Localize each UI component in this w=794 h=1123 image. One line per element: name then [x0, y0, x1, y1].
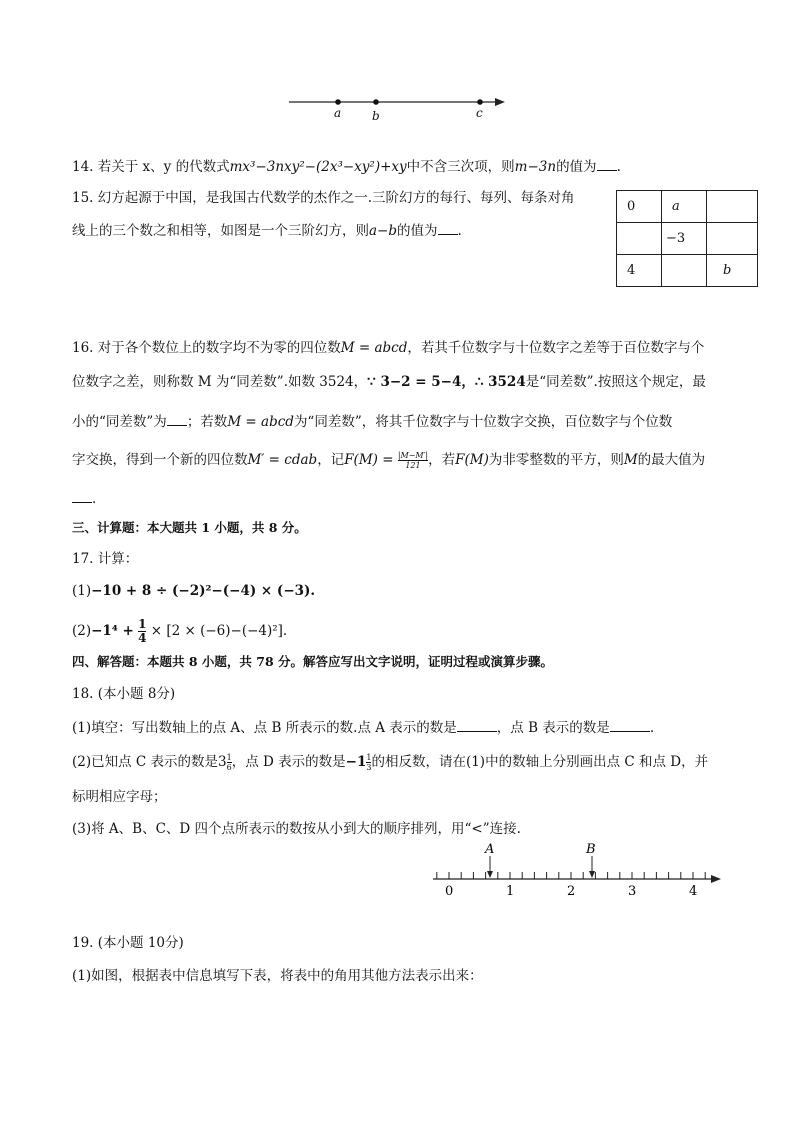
axis-tick-label: 2: [567, 884, 576, 898]
magic-square: [616, 190, 758, 287]
question-16-line5: .: [72, 488, 96, 509]
fraction: $\frac{|M-M'|}{121}$: [397, 451, 429, 470]
answer-blank[interactable]: [72, 488, 92, 503]
axis-tick-label: 1: [506, 884, 515, 898]
q18-number-line: [430, 838, 730, 898]
question-14: 14. 若关于 x、y 的代数式mx³−3nxy²−(2x³−xy²)+xy中不含三次项，则m−3n的值为 .: [72, 156, 621, 177]
question-19-title: 19. (本小题 10分): [72, 935, 184, 951]
section-3-heading: 三、计算题：本大题共 1 小题，共 8 分。: [72, 520, 307, 535]
question-16-line2: 位数字之差，则称数 M 为“同差数”.如数 3524，∵ 3−2 = 5−4，∴ 3524是“同差数”.按照这个规定，最: [72, 374, 706, 390]
fraction: $\frac{1}{3}$: [366, 753, 372, 772]
answer-blank[interactable]: [597, 156, 617, 171]
marker-label-b: B: [586, 842, 596, 857]
magic-cell: −3: [662, 223, 707, 255]
answer-blank[interactable]: [167, 411, 187, 426]
question-19-part1: (1)如图，根据表中信息填写下表，将表中的角用其他方法表示出来：: [72, 968, 483, 984]
answer-blank[interactable]: [457, 717, 497, 732]
question-16-line1: 16. 对于各个数位上的数字均不为零的四位数M = abcd，若其千位数字与十位数字之差等于百位数字与个: [72, 340, 705, 356]
magic-cell: 4: [617, 255, 662, 287]
answer-blank[interactable]: [610, 717, 650, 732]
magic-cell: [707, 191, 758, 223]
answer-blank[interactable]: [438, 220, 458, 235]
axis-tick-label: 3: [628, 884, 637, 898]
axis-tick-label: 0: [445, 884, 454, 898]
magic-cell: b: [707, 255, 758, 287]
axis-label-b: b: [372, 109, 380, 123]
question-17-part2: (2)−1⁴ + $\frac{1}{4}$ × [2 × (−6)−(−4)²].: [72, 617, 288, 645]
axis-label-a: a: [334, 106, 342, 120]
question-17-title: 17. 计算：: [72, 551, 139, 567]
question-16-line4: 字交换，得到一个新的四位数M′ = cdab，记F(M) = $\frac{|M-M'|}{121}$ ，若F(M)为非零整数的平方，则M的最大值为: [72, 451, 706, 470]
question-15-line1: 15. 幻方起源于中国，是我国古代数学的杰作之一.三阶幻方的每行、每列、每条对角: [72, 190, 575, 206]
question-16-line3: 小的“同差数”为 ；若数M = abcd为“同差数”，将其千位数字与十位数字交换，百位数字与个位数: [72, 411, 672, 432]
question-18-title: 18. (本小题 8分): [72, 686, 176, 702]
magic-cell: [707, 223, 758, 255]
question-15-line2: 线上的三个数之和相等，如图是一个三阶幻方，则a−b的值为 .: [72, 220, 462, 241]
question-18-part3: (3)将 A、B、C、D 四个点所表示的数按从小到大的顺序排列，用“<”连接.: [72, 821, 521, 837]
question-18-part2: (2)已知点 C 表示的数是3 $\frac{1}{6}$ ，点 D 表示的数是−1 $\frac{1}{3}$ 的相反数，请在(1)中的数轴上分别画出点 C 和点 D，并: [72, 753, 709, 772]
magic-cell: [617, 223, 662, 255]
fraction: $\frac{1}{4}$: [138, 617, 147, 645]
magic-cell: [662, 255, 707, 287]
magic-cell: 0: [617, 191, 662, 223]
axis: [433, 872, 721, 898]
marker-label-a: A: [485, 842, 495, 857]
fraction: $\frac{1}{6}$: [226, 753, 232, 772]
axis-tick-label: 4: [689, 884, 698, 898]
axis-label-c: c: [476, 106, 483, 120]
question-18-part2-cont: 标明相应字母；: [72, 789, 167, 805]
section-4-heading: 四、解答题：本题共 8 小题，共 78 分。解答应写出文字说明，证明过程或演算步骤。: [72, 654, 554, 669]
magic-cell: a: [662, 191, 707, 223]
question-17-part1: (1)−10 + 8 ÷ (−2)²−(−4) × (−3).: [72, 583, 316, 599]
question-18-part1: (1)填空：写出数轴上的点 A、点 B 所表示的数.点 A 表示的数是 ，点 B 表示的数是 .: [72, 717, 654, 738]
